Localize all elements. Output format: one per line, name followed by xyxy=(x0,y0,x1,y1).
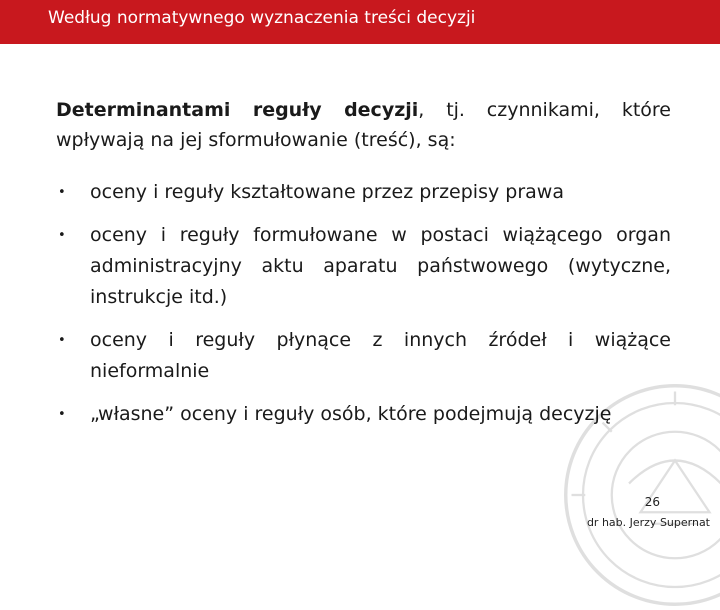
page-number: 26 xyxy=(644,495,660,509)
author-credit: dr hab. Jerzy Supernat xyxy=(586,516,710,529)
header-bar xyxy=(0,0,720,44)
bullet-icon: • xyxy=(58,185,66,200)
bullet-icon: • xyxy=(58,407,66,422)
intro-rest: , tj. czynnikami, które wpływają na jej sformułowanie (treść), są: xyxy=(56,99,671,151)
bullet-icon: • xyxy=(58,333,66,348)
list-item xyxy=(56,177,671,208)
intro-paragraph xyxy=(56,95,671,155)
list-item xyxy=(56,220,671,313)
bullet-icon: • xyxy=(58,228,66,243)
list-item-text: oceny i reguły płynące z innych źródeł i wiążące nieformalnie xyxy=(90,329,671,382)
list-item-text: oceny i reguły kształtowane przez przepisy prawa xyxy=(90,181,564,203)
intro-bold-term: Determinantami reguły decyzji xyxy=(56,99,419,121)
list-item-text: „własne” oceny i reguły osób, które podejmują decyzję xyxy=(90,403,612,425)
university-seal-watermark-icon xyxy=(560,380,720,610)
list-item-text: oceny i reguły formułowane w postaci wiążącego organ administracyjny aktu aparatu państwowego (wytyczne, instrukcje itd.) xyxy=(90,224,671,308)
list-item xyxy=(56,325,671,387)
slide-title: Według normatywnego wyznaczenia treści decyzji xyxy=(48,8,476,28)
